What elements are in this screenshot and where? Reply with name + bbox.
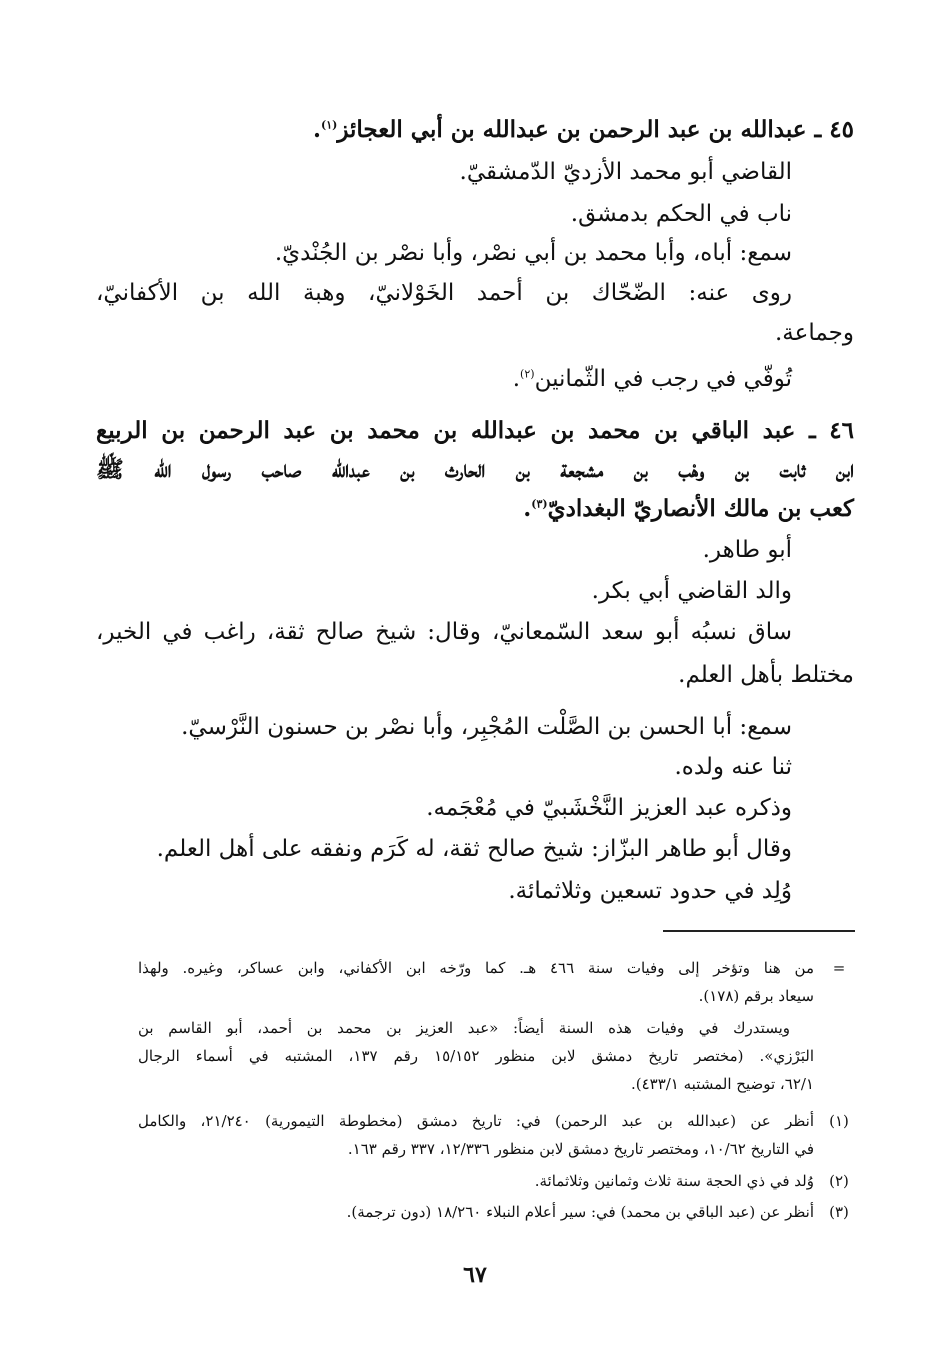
heading-period: .	[523, 495, 532, 522]
footnote-1-line-2: في التاريخ ١٠/٦٢، ومختصر تاريخ دمشق لابن منظور ١٢/٣٣٦، ٣٣٧ رقم ١٦٣.	[347, 1140, 814, 1158]
entry-46-line-2: والد القاضي أبي بكر.	[591, 578, 792, 604]
continued-note-line-1: من هنا وتؤخر إلى وفيات سنة ٤٦٦ هـ. كما ورّخه ابن الأكفاني، وابن عساكر، وغيره. ولهذا	[138, 959, 814, 977]
footnote-ref-2: (٢)	[520, 367, 535, 381]
entry-46-title-end: كعب بن مالك الأنصاريّ البغداديّ	[547, 495, 854, 522]
continued-note-line-2: سيعاد برقم (١٧٨).	[698, 987, 814, 1005]
entry-45-line-5: وجماعة.	[775, 320, 854, 346]
entry-46-line-1: أبو طاهر.	[702, 537, 792, 563]
footnote-1-line-1: أنظر عن (عبدالله بن عبد الرحمن) في: تاريخ دمشق (مخطوطة التيمورية) ٢١/٢٤٠، والكامل	[138, 1112, 815, 1130]
continued-note-line-4: البَرْزي». (مختصر تاريخ دمشق لابن منظور ١٥/١٥٢ رقم ١٣٧، المشتبه في أسماء الرجال	[138, 1047, 815, 1065]
entry-46-heading-line-1: ٤٦ ـ عبد الباقي بن محمد بن عبدالله بن محمد بن عبد الرحمن بن الربيع	[96, 417, 854, 444]
entry-46-heading-line-3	[523, 494, 854, 524]
entry-45-line-6	[513, 364, 792, 394]
footnote-3-number: (٣)	[829, 1203, 849, 1221]
entry-46-heading-line-2: ابن ثابت بن وهْب بن مشجعة بن الحارث بن عبدالله صاحب رسول الله ﷺ	[96, 456, 854, 483]
footnote-2-number: (٢)	[829, 1172, 849, 1190]
heading-period: .	[312, 116, 321, 143]
entry-45-line-4: روى عنه: الضّحّاك بن أحمد الخَوْلانيّ، وهبة الله بن الأكفانيّ،	[96, 280, 792, 306]
footnote-3-line-1: أنظر عن (عبد الباقي بن محمد) في: سير أعلام النبلاء ١٨/٢٦٠ (دون ترجمة).	[346, 1203, 814, 1221]
entry-46-line-5: سمع: أبا الحسن بن الصَّلْت المُجْبِر، وأبا نصْر بن حسنون النَّرْسيّ.	[181, 714, 792, 740]
entry-46-line-6: ثنا عنه ولده.	[674, 754, 792, 780]
entry-46-line-3: ساق نسبُه أبو سعد السّمعانيّ، وقال: شيخ صالح ثقة، راغب في الخير،	[96, 619, 792, 645]
footnote-2-line-1: وُلد في ذي الحجة سنة ثلاث وثمانين وثلاثمائة.	[534, 1172, 814, 1190]
entry-45-line-1: القاضي أبو محمد الأزديّ الدّمشقيّ.	[459, 159, 792, 185]
entry-46-line-9: وُلِد في حدود تسعين وثلاثمائة.	[508, 878, 792, 904]
continued-note-line-5: ٦٢/١، توضيح المشتبه ٤٣٣/١).	[630, 1075, 814, 1093]
death-date-text: تُوفّي في رجب في الثّمانين	[534, 366, 792, 392]
footnote-1-number: (١)	[829, 1112, 849, 1130]
page-number: ٦٧	[463, 1262, 487, 1288]
continued-note-line-3: ويستدرك في وفيات هذه السنة أيضاً: «عبد العزيز بن محمد بن أحمد، أبو القاسم بن	[138, 1019, 790, 1037]
entry-45-heading	[313, 115, 854, 145]
line-period: .	[512, 366, 521, 392]
entry-45-title: ٤٥ ـ عبدالله بن عبد الرحمن بن عبدالله بن أبي العجائز	[337, 116, 854, 143]
continuation-marker: =	[832, 959, 846, 977]
entry-46-line-4: مختلط بأهل العلم.	[678, 662, 854, 688]
entry-46-line-8: وقال أبو طاهر البزّاز: شيخ صالح ثقة، له كَرَم ونفقه على أهل العلم.	[156, 836, 792, 862]
footnote-ref-1: (١)	[320, 118, 338, 132]
entry-46-line-7: وذكره عبد العزيز النَّخْشَبيّ في مُعْجَمه.	[426, 795, 792, 821]
footnote-separator	[663, 930, 855, 932]
footnote-ref-3: (٣)	[531, 497, 548, 511]
entry-45-line-3: سمع: أباه، وأبا محمد بن أبي نصْر، وأبا نصْر بن الجُنْديّ.	[274, 240, 792, 266]
entry-45-line-2: ناب في الحكم بدمشق.	[570, 201, 792, 227]
